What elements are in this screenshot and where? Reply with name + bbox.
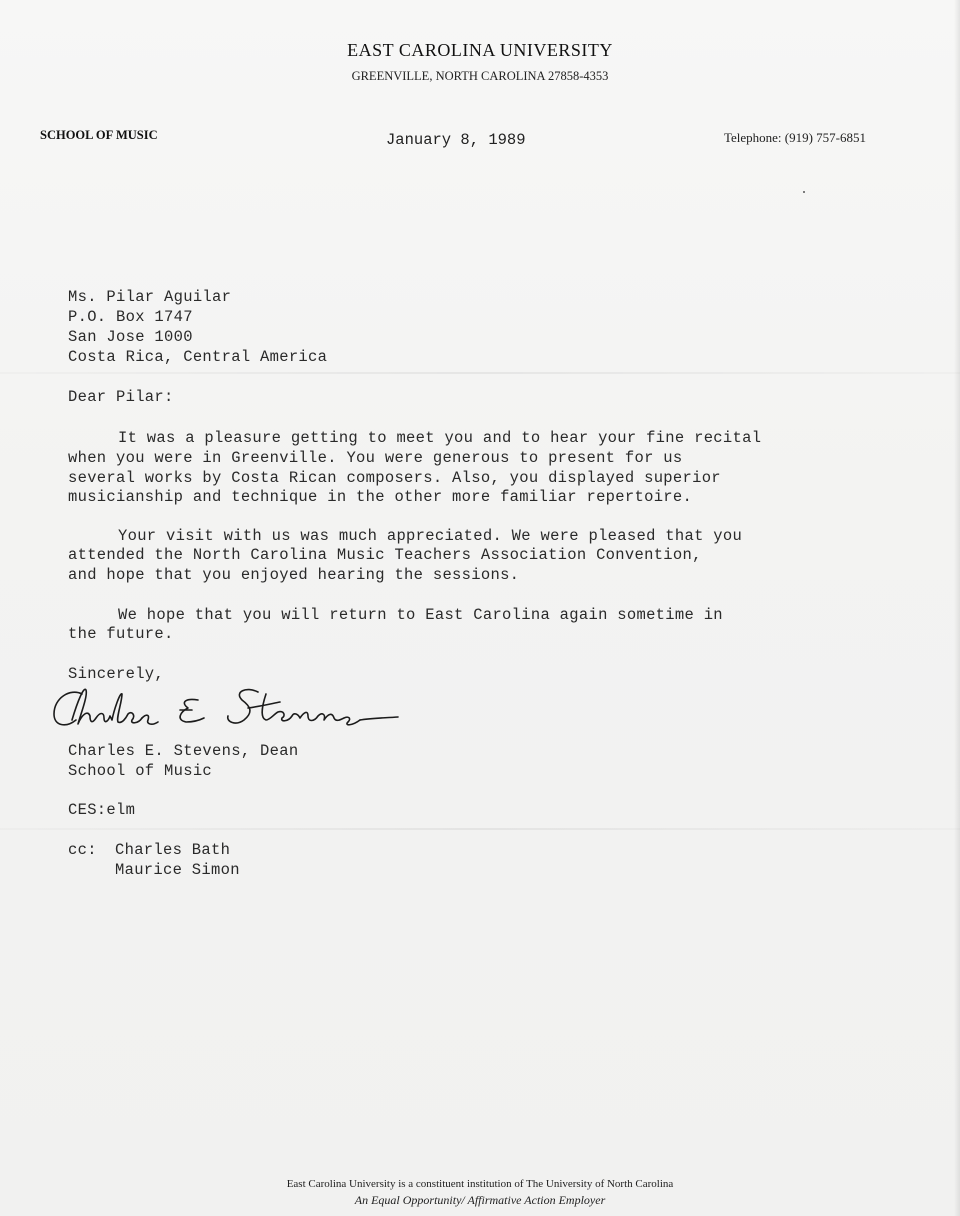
- closing-text: Sincerely,: [68, 665, 165, 683]
- paragraph-line: when you were in Greenville. You were generous to present for us: [68, 449, 683, 467]
- department-name: SCHOOL OF MUSIC: [40, 128, 158, 142]
- paragraph-line: and hope that you enjoyed hearing the sessions.: [68, 566, 520, 584]
- paper-edge-shadow: [954, 0, 960, 1216]
- paper-speck: [803, 191, 805, 193]
- footer-employer: An Equal Opportunity/ Affirmative Action Employer: [354, 1193, 606, 1207]
- paragraph-line: several works by Costa Rican composers. Also, you displayed superior: [68, 469, 721, 487]
- university-name: EAST CAROLINA UNIVERSITY: [347, 40, 613, 60]
- letter-date: January 8, 1989: [386, 131, 526, 149]
- paragraph-line: attended the North Carolina Music Teachers Association Convention,: [68, 546, 702, 564]
- cc-recipient: Maurice Simon: [115, 861, 240, 879]
- paper-fold: [0, 828, 960, 830]
- salutation-text: Dear Pilar:: [68, 388, 174, 406]
- recipient-line: P.O. Box 1747: [68, 308, 193, 326]
- signer-title: School of Music: [68, 762, 213, 780]
- signature-image: [48, 680, 408, 740]
- recipient-line: San Jose 1000: [68, 328, 193, 346]
- paragraph-line: We hope that you will return to East Carolina again sometime in: [118, 606, 723, 624]
- recipient-line: Ms. Pilar Aguilar: [68, 288, 232, 306]
- paragraph-line: Your visit with us was much appreciated. We were pleased that you: [118, 527, 743, 545]
- university-address: GREENVILLE, NORTH CAROLINA 27858-4353: [351, 69, 609, 83]
- paragraph-line: musicianship and technique in the other more familiar repertoire.: [68, 488, 693, 506]
- footer-institution: East Carolina University is a constituent institution of The University of North Carolina: [286, 1178, 674, 1190]
- paper-fold: [0, 372, 960, 374]
- signer-name: Charles E. Stevens, Dean: [68, 742, 299, 760]
- paragraph-line: the future.: [68, 625, 174, 643]
- cc-recipient: Charles Bath: [115, 841, 231, 859]
- telephone: Telephone: (919) 757-6851: [723, 130, 866, 145]
- paragraph-line: It was a pleasure getting to meet you and to hear your fine recital: [118, 429, 762, 447]
- recipient-line: Costa Rica, Central America: [68, 348, 328, 366]
- initials-text: CES:elm: [68, 801, 136, 819]
- cc-label: cc:: [68, 841, 97, 859]
